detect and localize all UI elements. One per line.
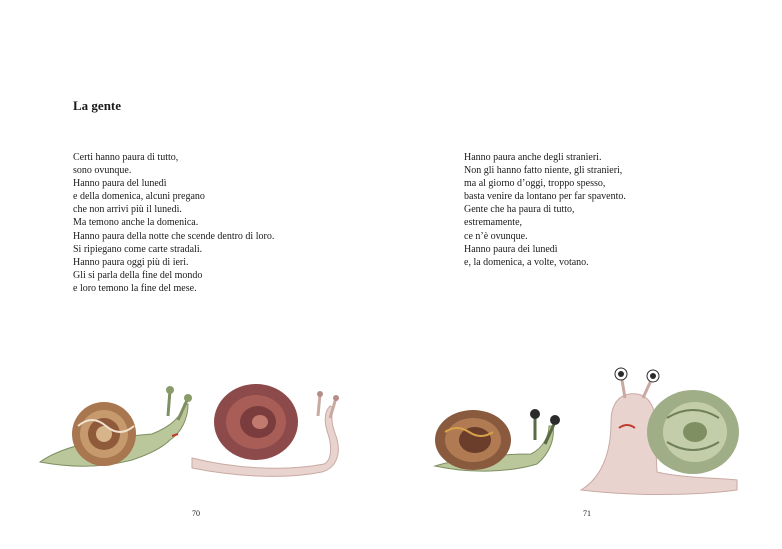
poem-line: ma al giorno d’oggi, troppo spesso, <box>464 178 606 190</box>
poem-line: e della domenica, alcuni pregano <box>73 191 205 203</box>
snail-illustration-right <box>431 362 743 500</box>
poem-line: Gli si parla della fine del mondo <box>73 269 203 281</box>
snail-illustration-left <box>32 376 350 494</box>
poem-line: sono ovunque. <box>73 165 132 177</box>
poem-line: Hanno paura della notte che scende dentro di loro. <box>73 230 275 242</box>
poem-left <box>73 151 274 295</box>
snail-small-icon <box>435 409 560 471</box>
poem-line: ce n’è ovunque. <box>464 230 528 242</box>
snail-pink-icon <box>192 384 339 476</box>
poem-line: e, la domenica, a volte, votano. <box>464 256 589 268</box>
poem-line: Certi hanno paura di tutto, <box>73 152 179 163</box>
poem-line: Hanno paura del lunedì <box>73 178 167 190</box>
poem-line: Hanno paura oggi più di ieri. <box>73 256 189 268</box>
page-number: 71 <box>583 509 591 518</box>
poem-right <box>464 151 626 269</box>
poem-line: basta venire da lontano per far spavento. <box>464 191 626 203</box>
poem-line: Hanno paura dei lunedì <box>464 243 558 255</box>
poem-line: Si ripiegano come carte stradali. <box>73 243 203 255</box>
snail-big-icon <box>581 368 739 495</box>
poem-line: Hanno paura anche degli stranieri. <box>464 152 602 163</box>
poem-line: estremamente, <box>464 217 523 229</box>
page-title: La gente <box>73 98 122 113</box>
poem-line: Gente che ha paura di tutto, <box>464 204 575 216</box>
poem-line: Non gli hanno fatto niente, gli stranieri, <box>464 165 623 177</box>
page-number: 70 <box>192 509 200 518</box>
snail-green-icon <box>40 386 192 466</box>
poem-line: Ma temono anche la domenica. <box>73 217 199 229</box>
poem-line: che non arrivi più il lunedì. <box>73 204 182 216</box>
poem-line: e loro temono la fine del mese. <box>73 282 197 294</box>
right-page <box>391 0 782 549</box>
